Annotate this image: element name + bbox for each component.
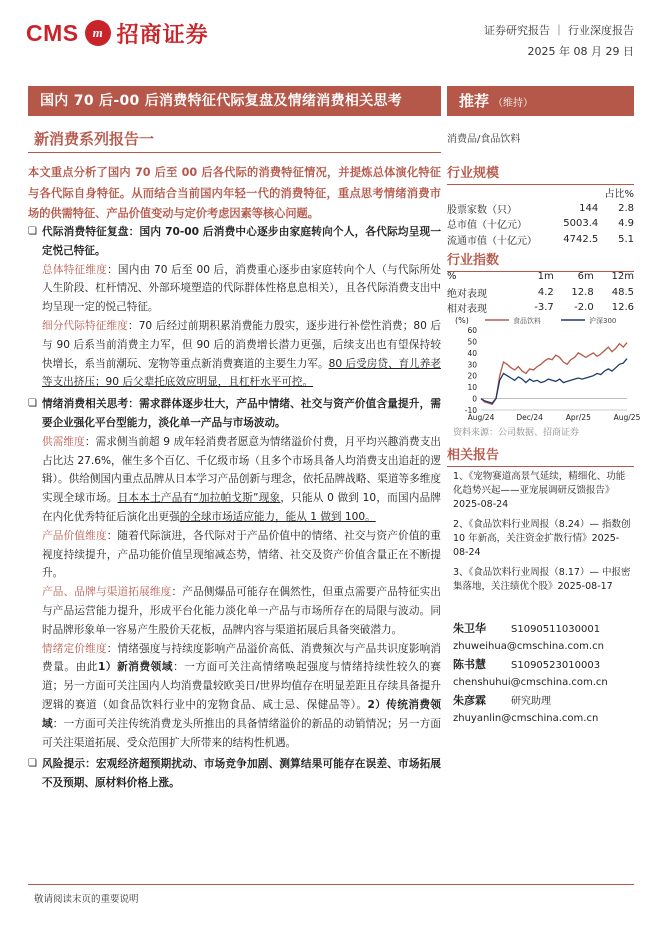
rating: 推荐 — [459, 92, 490, 110]
para-overall — [28, 261, 441, 317]
analyst-id: S1090523010003 — [511, 660, 601, 671]
index-value: -2.0 — [574, 302, 594, 314]
related-num: 1、 — [453, 471, 469, 482]
x-tick-label: Dec/24 — [516, 413, 543, 422]
report-type: 证券研究报告 ｜ 行业深度报告 — [484, 24, 634, 37]
index-label: 绝对表现 — [447, 288, 487, 300]
scale-title: 行业规模 — [447, 162, 634, 185]
text-traditional-consumption: 2）传统消费领域 — [42, 698, 441, 730]
report-meta — [484, 20, 634, 62]
scale-label: 流通市值（十亿元） — [447, 235, 537, 247]
index-table — [447, 269, 634, 316]
table-row — [447, 232, 634, 248]
footer-divider — [28, 884, 634, 885]
index-chart — [447, 314, 641, 424]
scale-table — [447, 185, 634, 247]
analysts — [453, 620, 634, 728]
x-tick-label: Aug/24 — [467, 413, 495, 422]
text-segment-ul: 80 后受房贷、育儿养老等支出挤压；90 后父辈托底效应明显，且杠杆水平可控。 — [42, 357, 441, 389]
related-text[interactable]: 《食品饮料行业周报（8.24）— 指数创 10 年新高，关注资金扩散行情》2025-08-24 — [453, 519, 631, 558]
scale-value: 144 — [579, 202, 599, 214]
analyst-name: 朱卫华 — [453, 622, 486, 635]
related-list — [453, 470, 634, 600]
label-supply-demand: 供需维度 — [42, 435, 85, 448]
related-text[interactable]: 《宠物赛道高景气延续，精细化、功能化趋势兴起——亚宠展调研反馈报告》2025-08-24 — [453, 471, 626, 510]
related-item[interactable] — [453, 518, 634, 560]
scale-value: 5003.4 — [563, 218, 599, 230]
table-header — [447, 269, 634, 285]
series-title: 新消费系列报告一 — [34, 130, 155, 148]
x-tick-label: Aug/25 — [613, 413, 641, 422]
y-tick-label: 10 — [467, 383, 477, 393]
y-tick-label: -10 — [464, 406, 477, 415]
sector: 消费品/食品饮料 — [447, 134, 521, 145]
related-num: 3、 — [453, 567, 469, 578]
scale-value: 4742.5 — [563, 233, 599, 245]
analyst-id: S1090511030001 — [511, 624, 601, 635]
chart-source: 资料来源：公司数据、招商证券 — [453, 428, 580, 438]
logo-badge: m — [85, 20, 111, 46]
text-segment: ：70 后经过前期积累消费能力殷实，逐步进行补偿性消费；80 后与 90 后系当前消费主力军，但 90 后的消费增长潜力更强，后续支出也有望保持较快增长，系当前潮玩、宠物等重点新消费赛道的主要生力军。 — [42, 319, 441, 370]
para-product-value — [28, 527, 441, 583]
rating-note: （维持） — [493, 98, 534, 109]
text-product-value: ：随着代际演进，各代际对于产品价值中的情绪、社交与资产价值的重视度持续提升，产品功能价值呈现缩减态势，情绪、社交及资产价值含量正在不断提升。 — [42, 529, 441, 580]
analyst-row — [453, 692, 634, 710]
chart-ylabel: (%) — [455, 316, 469, 325]
index-value: 12.6 — [611, 302, 634, 314]
index-col: 1m — [537, 271, 554, 283]
scale-label: 总市值（十亿元） — [447, 220, 527, 232]
text-pricing-3: ：一方面可关注传统消费龙头所推出的具备情绪溢价的新品的动销情况；另一方面可关注渠道拓展、受众范围扩大所带来的结构性机遇。 — [42, 717, 442, 749]
index-col: 6m — [577, 271, 594, 283]
text-pricing: ：情绪强度与持续度影响产品溢价高低、消费频次与产品共识度影响消费量。由此 — [42, 642, 441, 674]
y-tick-label: 0 — [472, 394, 477, 404]
index-title: 行业指数 — [447, 249, 634, 272]
para-segment — [28, 317, 441, 392]
logo-en: CMS — [26, 19, 79, 46]
y-tick-label: 20 — [467, 371, 477, 381]
report-date: 2025 年 08 月 29 日 — [527, 45, 634, 58]
bullet-emotional-consumption: ❏ 情绪消费相关思考：需求群体逐步壮大，产品中情绪、社交与资产价值含量提升，需要企业强化平台型能力，淡化单一产品与市场波动。 — [28, 395, 441, 433]
label-pricing: 情绪定价维度 — [42, 642, 107, 655]
analyst-name: 陈书慧 — [453, 658, 486, 671]
label-segment: 细分代际特征维度 — [42, 319, 128, 332]
y-tick-label: 30 — [467, 360, 477, 370]
related-text[interactable]: 《食品饮料行业周报（8.17）— 中报密集落地，关注绩优个股》2025-08-17 — [453, 567, 631, 592]
table-row — [447, 216, 634, 232]
scale-pct: 2.8 — [618, 202, 634, 214]
report-title: 国内 70 后-00 后消费特征代际复盘及情绪消费相关思考 — [28, 86, 441, 116]
related-num: 2、 — [453, 519, 469, 530]
scale-unit: 占比% — [604, 189, 634, 201]
analyst-email[interactable]: zhuweihua@cmschina.com.cn — [453, 641, 604, 652]
label-brand-channel: 产品、品牌与渠道拓展维度 — [42, 586, 172, 599]
main-body — [28, 223, 441, 793]
text-new-consumption: 1）新消费领域 — [97, 661, 174, 674]
label-product-value: 产品价值维度 — [42, 529, 107, 542]
related-item[interactable] — [453, 470, 634, 512]
para-brand-channel — [28, 583, 441, 639]
legend-hs300: 沪深300 — [589, 317, 617, 325]
rating-bar — [447, 86, 634, 116]
company-logo — [26, 18, 209, 48]
label-overall: 总体特征维度 — [42, 263, 108, 276]
index-label: 相对表现 — [447, 304, 487, 316]
text-pricing-2: ：一方面可关注高情绪唤起强度与情绪持续性较久的赛道；另一方面可关注国内人均消费量较欧美日/世界均值存在明显差距且存续具备提升逻辑的赛道（如食品饮料行业中的宠物食品、咸士忌、保健品等）。 — [42, 661, 442, 711]
analyst-name: 朱彦霖 — [453, 694, 486, 707]
scale-pct: 4.9 — [618, 218, 634, 230]
text-global-fit: 的全球市场适应能力，能从 1 做到 100。 — [179, 510, 376, 523]
bullet-generational-review: ❏ 代际消费特征复盘：国内 70-00 后消费中心逐步由家庭转向个人，各代际均呈现一定悦己特征。 — [28, 223, 441, 261]
index-value: -3.7 — [534, 302, 554, 314]
y-tick-label: 50 — [467, 337, 477, 347]
index-col: 12m — [611, 271, 634, 283]
text-brand-channel: ：产品侧爆品可能存在偶然性，但重点需要产品特征实出与产品运营能力提升，形成平台化能力淡化单一产品与市场所存在的局限与波动。同时品牌形象单一容易产生股价天花板，品牌内容与渠道拓展后具备突破潜力。 — [42, 586, 441, 636]
para-pricing — [28, 640, 441, 753]
index-value: 48.5 — [611, 286, 634, 298]
table-row — [447, 201, 634, 217]
y-tick-label: 40 — [467, 348, 477, 358]
analyst-email[interactable]: zhuyanlin@cmschina.com.cn — [453, 713, 599, 724]
scale-label: 股票家数（只） — [447, 204, 517, 216]
series-divider — [28, 152, 441, 153]
footer-note: 敬请阅读末页的重要说明 — [34, 894, 139, 905]
related-title: 相关报告 — [447, 444, 634, 467]
text-galapagos: 日本本土产品有“加拉帕戈斯”现象 — [117, 492, 281, 505]
text-supply-demand: ：需求侧当前超 9 成年轻消费者愿意为情绪溢价付费，月平均兴趣消费支出占比达 27.6%，催生多个百亿、千亿级市场（且多个市场具备人均消费支出追赶的逻辑）。供给侧国内重点品牌从日本学习产品创新与理念，依托品牌战略、渠道等多维度实现全球市场。 — [42, 435, 441, 505]
table-row — [447, 285, 634, 301]
analyst-id: 研究助理 — [511, 696, 551, 707]
related-item[interactable] — [453, 566, 634, 594]
analyst-email[interactable]: chenshuhui@cmschina.com.cn — [453, 677, 608, 688]
scale-pct: 5.1 — [618, 233, 634, 245]
logo-cn: 招商证券 — [116, 22, 209, 48]
x-tick-label: Apr/25 — [565, 413, 591, 422]
abstract: 本文重点分析了国内 70 后至 00 后各代际的消费特征情况，并提炼总体演化特征与各代际自身特征。从而结合当前国内年轻一代的消费特征，重点思考情绪消费市场的供需特征、产品价值变动与定价考虑因素等核心问题。 — [28, 166, 441, 220]
para-supply-demand — [28, 433, 441, 527]
index-col: % — [447, 271, 457, 283]
legend-food: 食品饮料 — [513, 317, 541, 325]
analyst-row — [453, 620, 634, 638]
y-tick-label: 60 — [467, 326, 477, 335]
analyst-row — [453, 656, 634, 674]
text-overall: ：国内由 70 后至 00 后，消费重心逐步由家庭转向个人（与代际所处人生阶段、杠杆情况、外部环境塑造的代际群体性格息息相关），且各代际消费支出中均呈现一定的悦己特征。 — [42, 263, 441, 314]
text-supply-mid: ，只能从 0 做到 10，而国内品牌在内化优秀特征后演化出更强 — [42, 492, 442, 523]
bullet-risk: ❏ 风险提示：宏观经济超预期扰动、市场竞争加剧、测算结果可能存在误差、市场拓展不及预期、原材料价格上涨。 — [28, 755, 441, 793]
index-value: 12.8 — [571, 286, 594, 298]
index-value: 4.2 — [537, 286, 554, 298]
